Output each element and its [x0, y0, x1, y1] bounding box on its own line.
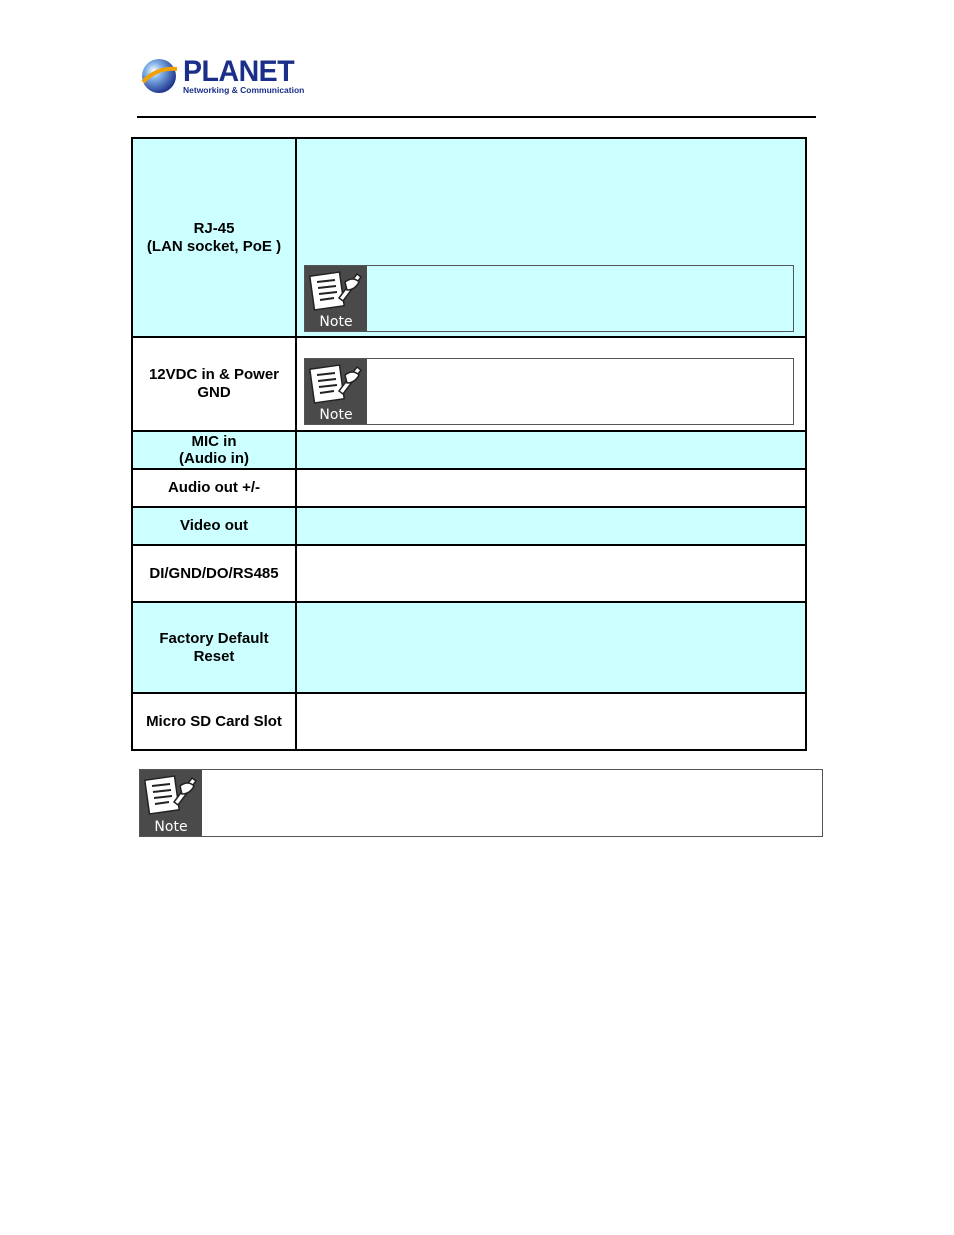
- row-label: Video out: [179, 517, 249, 534]
- connector-table: [131, 137, 807, 751]
- table-row: [133, 546, 805, 601]
- note-label: Note: [154, 819, 188, 835]
- row-label: Micro SD Card Slot: [146, 712, 282, 730]
- row-label: 12VDC in & Power GND: [148, 366, 280, 401]
- planet-logo: [139, 55, 305, 97]
- row-label: RJ-45 (LAN socket, PoE ): [146, 219, 282, 255]
- brand-name: PLANET: [183, 55, 295, 88]
- table-row: [133, 432, 805, 468]
- note-box: [304, 265, 794, 332]
- table-row: [133, 338, 805, 430]
- globe-icon: [139, 55, 179, 95]
- table-row: [133, 508, 805, 544]
- row-label: Factory Default Reset: [159, 629, 269, 665]
- row-description: [297, 338, 805, 430]
- row-label: DI/GND/DO/RS485: [149, 564, 279, 582]
- table-row: [133, 139, 805, 336]
- brand-tagline: Networking & Communication: [183, 85, 305, 95]
- note-icon: [305, 266, 367, 331]
- row-label: MIC in (Audio in): [179, 433, 249, 467]
- bottom-note-box: [139, 769, 823, 837]
- note-icon: [140, 770, 202, 836]
- note-label: Note: [319, 314, 353, 330]
- table-row: [133, 603, 805, 692]
- header-divider: [137, 116, 816, 118]
- table-row: [133, 694, 805, 749]
- table-row: [133, 470, 805, 506]
- row-description: [297, 139, 805, 336]
- note-icon: [305, 359, 367, 424]
- note-box: [304, 358, 794, 425]
- row-label: Audio out +/-: [167, 479, 261, 496]
- note-label: Note: [319, 407, 353, 423]
